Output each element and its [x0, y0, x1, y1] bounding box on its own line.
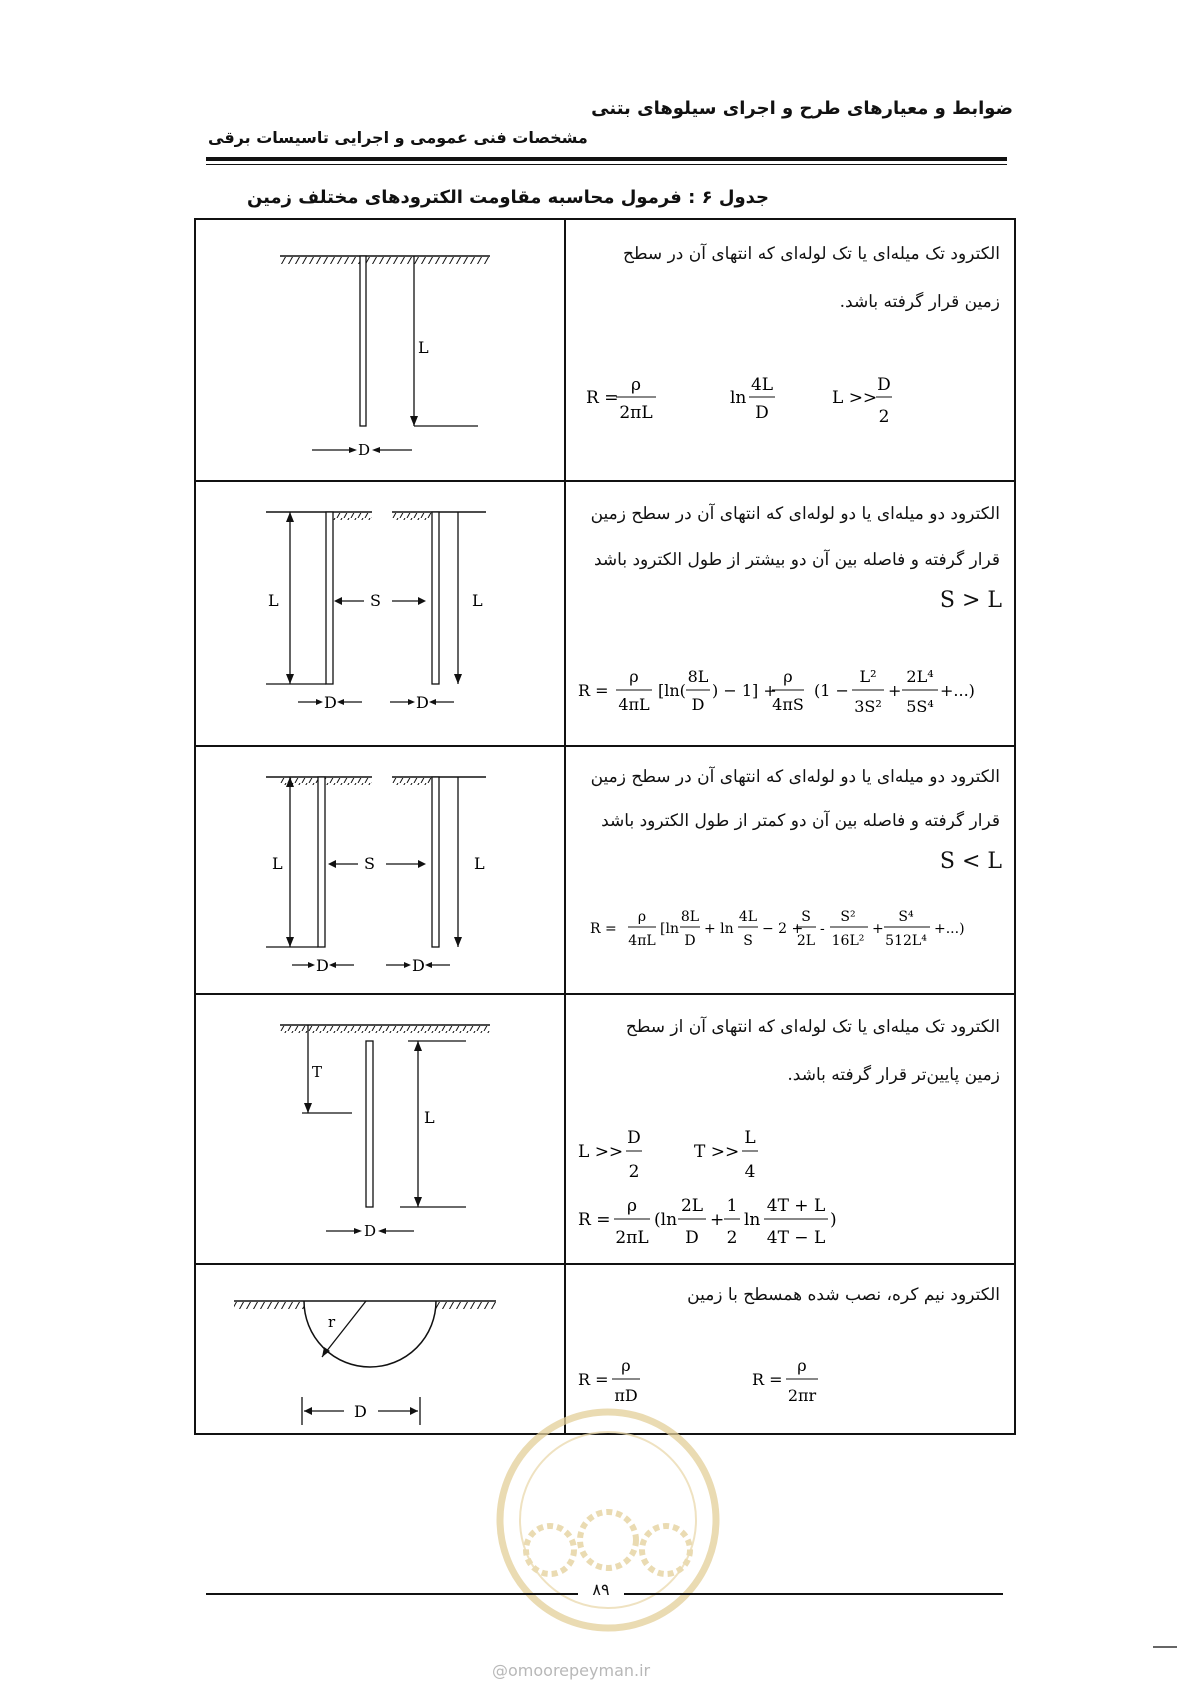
svg-text:S⁴: S⁴ — [898, 909, 914, 925]
description-line-2: زمین پایین‌تر قرار گرفته باشد. — [787, 1065, 1000, 1085]
svg-text:(1 −: (1 − — [814, 681, 849, 700]
svg-text:8L: 8L — [687, 667, 709, 686]
figure-cell — [195, 746, 565, 994]
condition: S < L — [939, 849, 1002, 874]
label-S: S — [364, 854, 375, 873]
svg-text:S: S — [743, 933, 753, 949]
svg-text:D: D — [877, 375, 891, 395]
header-rule-thick — [206, 157, 1007, 161]
svg-text:D: D — [684, 933, 696, 949]
svg-text:4L: 4L — [738, 909, 758, 925]
svg-text:− 2 +: − 2 + — [762, 921, 804, 937]
svg-text:ln: ln — [730, 388, 747, 408]
description-line-1: الکترود تک میله‌ای یا تک لوله‌ای که انتهای آن از سطح — [625, 1017, 1000, 1037]
svg-text:R =: R = — [578, 1370, 609, 1389]
svg-text:5S⁴: 5S⁴ — [906, 697, 934, 716]
table-row — [195, 481, 1015, 746]
description-line-1: الکترود نیم کره، نصب شده همسطح با زمین — [687, 1285, 1000, 1305]
formula-two-rods-far — [576, 652, 996, 732]
header-left-title: مشخصات فنی عمومی و اجرایی تاسیسات برقی — [208, 128, 588, 147]
label-D: D — [358, 441, 371, 459]
svg-text:2πr: 2πr — [787, 1386, 817, 1405]
svg-text:ρ: ρ — [629, 667, 639, 686]
svg-text:S²: S² — [840, 909, 856, 925]
svg-text:): ) — [830, 1210, 837, 1230]
svg-text:ρ: ρ — [783, 667, 793, 686]
svg-text:+ ln: + ln — [704, 921, 734, 937]
svg-text:8L: 8L — [680, 909, 700, 925]
label-D-left: D — [324, 693, 337, 712]
label-T: T — [312, 1063, 323, 1081]
svg-text:4L: 4L — [750, 375, 774, 395]
description-line-1: الکترود تک میله‌ای یا تک لوله‌ای که انتهای آن در سطح — [623, 244, 1000, 264]
svg-text:ρ: ρ — [637, 909, 647, 925]
formula-two-rods-near — [576, 897, 996, 967]
svg-text:[ln: [ln — [660, 921, 679, 937]
svg-text:D: D — [627, 1128, 641, 1148]
svg-text:4πL: 4πL — [628, 933, 656, 949]
svg-text:+: + — [872, 921, 884, 937]
label-r: r — [328, 1313, 336, 1331]
label-L-right: L — [472, 591, 483, 610]
svg-text:L >>: L >> — [578, 1142, 624, 1162]
electrode-formula-table — [194, 218, 1016, 1435]
svg-text:ρ: ρ — [797, 1356, 807, 1375]
svg-text:4T − L: 4T − L — [766, 1228, 826, 1248]
two-rods-far-diagram — [196, 482, 564, 744]
header-rule-thin — [206, 164, 1007, 165]
label-D: D — [354, 1402, 367, 1421]
svg-text:(ln: (ln — [654, 1210, 678, 1230]
single-rod-diagram — [196, 220, 564, 478]
figure-cell — [195, 994, 565, 1264]
description-cell — [565, 994, 1015, 1264]
label-D-right: D — [416, 693, 429, 712]
label-S: S — [370, 591, 381, 610]
svg-text:3S²: 3S² — [854, 697, 882, 716]
svg-text:2L⁴: 2L⁴ — [906, 667, 934, 686]
description-line-2: قرار گرفته و فاصله بین آن دو کمتر از طول الکترود باشد — [601, 811, 1000, 831]
svg-text:1: 1 — [726, 1196, 738, 1216]
svg-text:2πL: 2πL — [615, 1228, 649, 1248]
svg-text:4πS: 4πS — [772, 695, 804, 714]
svg-text:2πL: 2πL — [619, 403, 653, 423]
description-cell — [565, 746, 1015, 994]
formula-single-rod — [576, 368, 996, 438]
watermark-url: @omoorepeyman.ir — [492, 1661, 651, 1680]
svg-text:ρ: ρ — [631, 375, 641, 395]
buried-rod-diagram — [196, 995, 564, 1261]
svg-text:R =: R = — [586, 388, 619, 408]
svg-text:) − 1] +: ) − 1] + — [712, 681, 777, 700]
table-row — [195, 994, 1015, 1264]
label-L-left: L — [272, 854, 283, 873]
svg-text:ln: ln — [744, 1210, 761, 1230]
svg-text:+: + — [710, 1210, 725, 1230]
label-L-left: L — [268, 591, 279, 610]
svg-text:πD: πD — [614, 1386, 638, 1405]
svg-text:[ln(: [ln( — [658, 681, 686, 700]
svg-text:R =: R = — [578, 1210, 611, 1230]
svg-text:2: 2 — [726, 1228, 738, 1248]
description-cell — [565, 481, 1015, 746]
svg-text:L >>: L >> — [832, 388, 878, 408]
label-L: L — [424, 1108, 435, 1127]
watermark-seal — [478, 1400, 738, 1640]
condition: S > L — [939, 588, 1002, 613]
svg-text:-: - — [820, 921, 825, 937]
label-L: L — [418, 338, 429, 357]
svg-text:4: 4 — [744, 1162, 756, 1182]
table-row — [195, 746, 1015, 994]
svg-text:D: D — [691, 695, 705, 714]
svg-text:ρ: ρ — [621, 1356, 631, 1375]
label-L-right: L — [474, 854, 485, 873]
svg-text:R =: R = — [590, 921, 617, 937]
svg-text:2: 2 — [878, 407, 890, 427]
svg-text:+: + — [888, 681, 902, 700]
label-D-right: D — [412, 956, 425, 975]
svg-text:2: 2 — [628, 1162, 640, 1182]
description-line-1: الکترود دو میله‌ای یا دو لوله‌ای که انتهای آن در سطح زمین — [590, 504, 1000, 524]
description-cell — [565, 219, 1015, 481]
formula-buried-rod — [576, 1123, 996, 1263]
svg-text:512L⁴: 512L⁴ — [885, 933, 927, 949]
description-line-2: زمین قرار گرفته باشد. — [839, 292, 1000, 312]
table-caption: جدول ۶ : فرمول محاسبه مقاومت الکترودهای مختلف زمین — [246, 187, 770, 208]
svg-text:R =: R = — [578, 681, 609, 700]
svg-text:L: L — [744, 1128, 756, 1148]
svg-text:4T + L: 4T + L — [766, 1196, 826, 1216]
svg-text:2L: 2L — [796, 933, 816, 949]
svg-text:D: D — [755, 403, 769, 423]
two-rods-near-diagram — [196, 747, 564, 991]
label-D: D — [364, 1222, 377, 1240]
table-row — [195, 219, 1015, 481]
label-D-left: D — [316, 956, 329, 975]
description-line-2: قرار گرفته و فاصله بین آن دو بیشتر از طول الکترود باشد — [594, 550, 1000, 570]
svg-text:ρ: ρ — [627, 1196, 637, 1216]
margin-mark — [1153, 1646, 1177, 1648]
svg-text:2L: 2L — [680, 1196, 704, 1216]
svg-text:L²: L² — [859, 667, 877, 686]
svg-text:+...): +...) — [940, 681, 975, 700]
description-line-1: الکترود دو میله‌ای یا دو لوله‌ای که انتهای آن در سطح زمین — [590, 767, 1000, 787]
svg-text:T >>: T >> — [694, 1142, 740, 1162]
header-right-title: ضوابط و معیارهای طرح و اجرای سیلوهای بتنی — [591, 98, 1013, 119]
figure-cell — [195, 219, 565, 481]
page-number: ۸۹ — [578, 1580, 624, 1599]
svg-text:4πL: 4πL — [618, 695, 650, 714]
figure-cell — [195, 481, 565, 746]
svg-text:D: D — [685, 1228, 699, 1248]
svg-text:S: S — [801, 909, 811, 925]
svg-text:16L²: 16L² — [831, 933, 865, 949]
svg-text:+...): +...) — [934, 921, 965, 937]
svg-text:R =: R = — [752, 1370, 783, 1389]
